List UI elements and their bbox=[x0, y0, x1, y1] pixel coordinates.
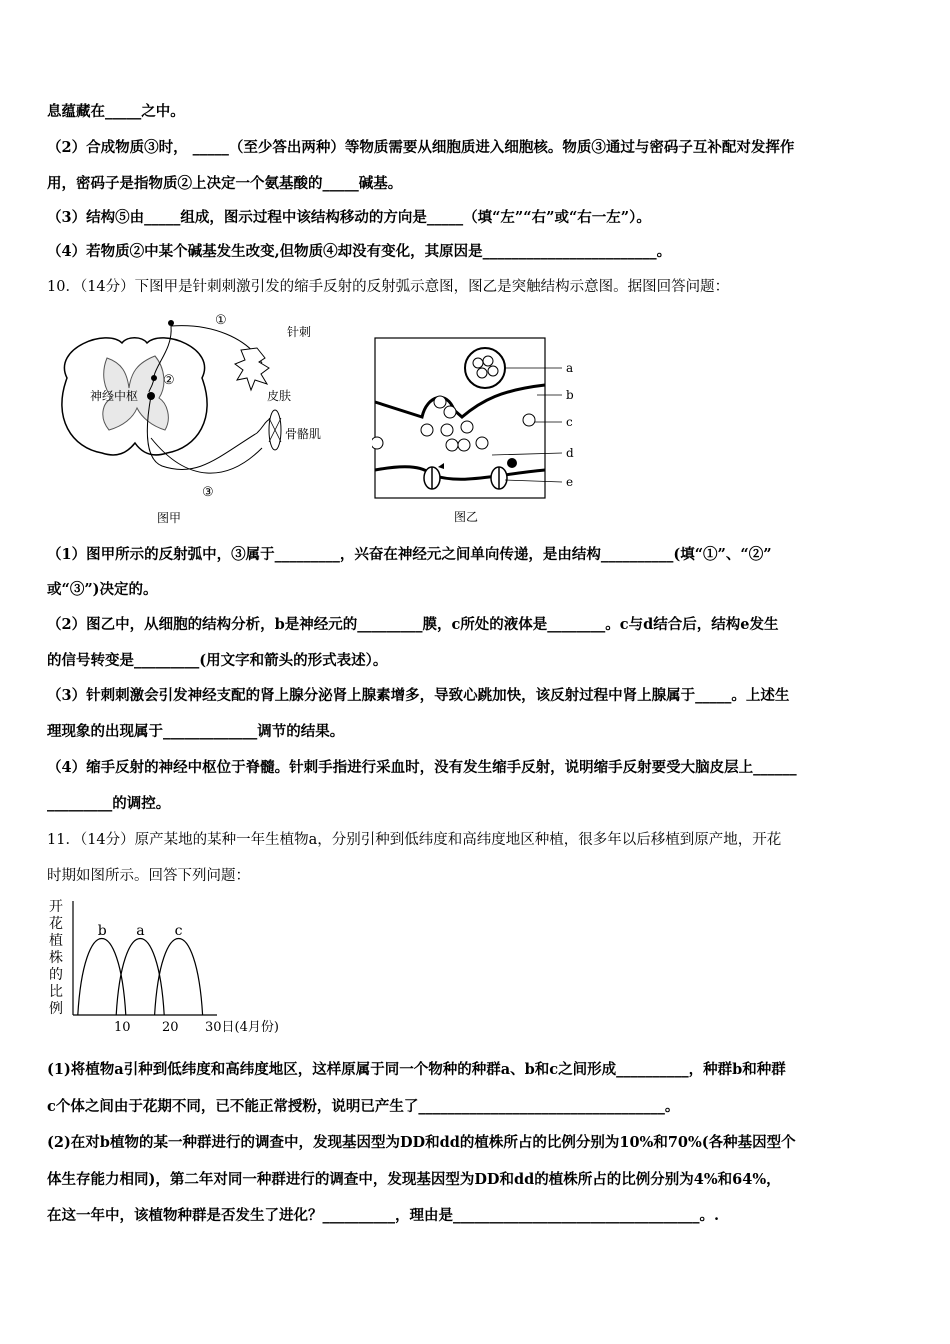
series-curve-c bbox=[155, 939, 203, 1016]
text-line: （4）缩手反射的神经中枢位于脊髓。针刺手指进行采血时，没有发生缩手反射，说明缩手反射要受大脑皮层上______ bbox=[47, 759, 797, 776]
series-label-a: a bbox=[136, 923, 145, 939]
label-c: c bbox=[566, 415, 573, 429]
text-line: (1)将植物a引种到低纬度和高纬度地区，这样原属于同一个物种的种群a、b和c之间形成__________，种群b和种群 bbox=[47, 1061, 786, 1078]
text-line: （4）若物质②中某个碱基发生改变,但物质④却没有变化，其原因是________________________。 bbox=[47, 243, 672, 260]
text-line: (2)在对b植物的某一种群进行的调查中，发现基因型为DD和dd的植株所占的比例分别为10%和70%(各种基因型个 bbox=[47, 1134, 796, 1151]
text-line: 息蕴藏在_____之中。 bbox=[47, 103, 185, 120]
center-label: 神经中枢 bbox=[90, 389, 139, 403]
text-line: _________的调控。 bbox=[47, 795, 171, 812]
y-axis-label-char: 花 bbox=[49, 916, 63, 932]
figure-jia-caption: 图甲 bbox=[157, 511, 182, 525]
label-d: d bbox=[566, 446, 574, 460]
x-tick-label: 10 bbox=[114, 1020, 131, 1035]
label-e: e bbox=[566, 475, 574, 489]
text-line: （3）结构⑤由_____组成，图示过程中该结构移动的方向是_____（填“左”“右”或“右一左”）。 bbox=[47, 209, 651, 226]
y-axis-label-char: 比 bbox=[49, 984, 63, 1000]
x-axis-label: 30日(4月份) bbox=[205, 1020, 279, 1035]
label-1: ① bbox=[215, 313, 227, 328]
text-line: 体生存能力相同)，第二年对同一种群进行的调查中，发现基因型为DD和dd的植株所占的比例分别为4%和64%， bbox=[47, 1171, 781, 1188]
question-10-heading: 10．（14分）下图甲是针刺刺激引发的缩手反射的反射弧示意图，图乙是突触结构示意图。据图回答问题： bbox=[47, 279, 730, 295]
label-b: b bbox=[566, 388, 574, 402]
label-3: ③ bbox=[202, 485, 214, 500]
text-line: （2）合成物质③时， _____（至少答出两种）等物质需要从细胞质进入细胞核。物质③通过与密码子互补配对发挥作 bbox=[47, 139, 795, 156]
text-line: 时期如图所示。回答下列问题： bbox=[47, 868, 250, 884]
y-axis-label bbox=[49, 899, 63, 1017]
figure-jia bbox=[47, 308, 347, 528]
flowering-chart bbox=[47, 895, 287, 1035]
y-axis-label-char: 植 bbox=[49, 933, 63, 949]
text-line: 在这一年中，该植物种群是否发生了进化？__________，理由是__________________________________。. bbox=[47, 1207, 720, 1224]
series-label-c: c bbox=[174, 923, 183, 939]
figure-yi-caption: 图乙 bbox=[454, 510, 479, 524]
text-line: （3）针刺刺激会引发神经支配的肾上腺分泌肾上腺素增多，导致心跳加快，该反射过程中肾上腺属于_____。上述生 bbox=[47, 687, 790, 704]
text-line: （2）图乙中，从细胞的结构分析，b是神经元的_________膜，c所处的液体是________。c与d结合后，结构e发生 bbox=[47, 616, 779, 633]
y-axis-label-char: 的 bbox=[49, 967, 63, 983]
y-axis-label-char: 例 bbox=[49, 1001, 63, 1017]
series-label-b: b bbox=[97, 923, 107, 939]
text-line: （1）图甲所示的反射弧中，③属于_________，兴奋在神经元之间单向传递，是由结构__________(填“①”、“②” bbox=[47, 546, 772, 563]
y-axis-label-char: 株 bbox=[49, 950, 63, 966]
series-curve-a bbox=[116, 939, 164, 1016]
text-line: 用，密码子是指物质②上决定一个氨基酸的_____碱基。 bbox=[47, 175, 403, 192]
skin-label: 皮肤 bbox=[267, 389, 292, 403]
figure-yi bbox=[372, 335, 592, 530]
y-axis-label-char: 开 bbox=[49, 899, 63, 915]
x-tick-label: 20 bbox=[162, 1020, 179, 1035]
label-2: ② bbox=[163, 373, 175, 388]
text-line: 的信号转变是_________(用文字和箭头的形式表述）。 bbox=[47, 652, 388, 669]
label-a: a bbox=[566, 361, 574, 375]
text-line: 理现象的出现属于_____________调节的结果。 bbox=[47, 723, 345, 740]
text-line: c个体之间由于花期不同，已不能正常授粉，说明已产生了__________________________________。 bbox=[47, 1098, 680, 1115]
text-line: 或“③”)决定的。 bbox=[47, 581, 158, 598]
muscle-label: 骨骼肌 bbox=[285, 427, 322, 441]
needle-label: 针刺 bbox=[287, 325, 312, 339]
question-11-heading: 11．（14分）原产某地的某种一年生植物a，分别引种到低纬度和高纬度地区种植，很多年以后移植到原产地，开花 bbox=[47, 832, 782, 848]
series-curve-b bbox=[78, 939, 126, 1016]
